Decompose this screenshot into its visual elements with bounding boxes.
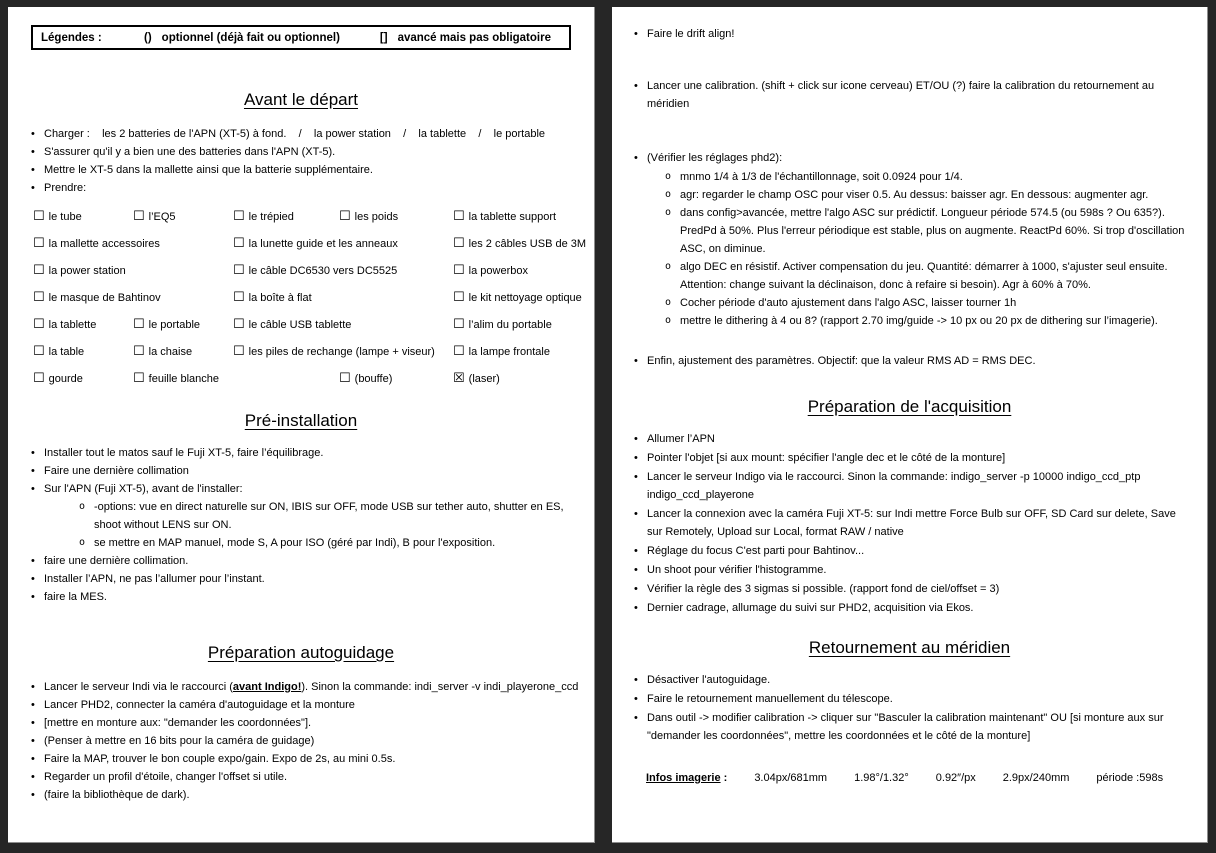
bullet-item	[634, 580, 1185, 598]
bullet-text: o mettre le dithering à 4 ou 8? (rapport 2.70 img/guide -> 10 px ou 20 px de dithering sur l’imagerie).	[680, 315, 1158, 327]
bullet-text: • Enfin, ajustement des paramètres. Objectif: que la valeur RMS AD = RMS DEC.	[647, 355, 1036, 367]
infos-value: 1.98°/1.32°	[854, 772, 909, 784]
checklist-item-label: les 2 câbles USB de 3M	[468, 237, 587, 250]
checklist-item	[33, 370, 133, 388]
checkbox-icon[interactable]: ☐	[33, 209, 45, 224]
bullet-text: o algo DEC en résistif. Activer compensation du jeu. Quantité: démarrer à 1000, s'ajuster seul ensuite. Attention: change suivant la déclinaison, donc à refaire si besoin). Agr à 60% à 70%.	[680, 261, 1171, 291]
checklist-item	[453, 370, 586, 388]
bullet-item	[634, 561, 1185, 579]
bullet-item	[31, 768, 571, 786]
checkbox-icon[interactable]: ☐	[133, 209, 145, 224]
checklist-item-label: les poids	[354, 210, 399, 223]
legend-text-advanced: avancé mais pas obligatoire	[397, 31, 551, 44]
bullet-text: • Vérifier la règle des 3 sigmas si possible. (rapport fond de ciel/offset = 3)	[647, 583, 1000, 595]
checklist-item	[233, 262, 453, 280]
bullet-text: • Installer tout le matos sauf le Fuji XT-5, faire l’équilibrage.	[44, 447, 324, 459]
checklist-item-label: la tablette	[48, 318, 97, 331]
bullet-item	[31, 714, 571, 732]
bullet-text-prefix: Lancer le serveur Indi via le raccourci (	[44, 681, 233, 693]
bullet-text: • Réglage du focus C'est parti pour Bahtinov...	[647, 545, 865, 557]
checkbox-icon[interactable]: ☐	[233, 209, 245, 224]
bullet-text: o agr: regarder le champ OSC pour viser 0.5. Au dessus: baisser agr. En dessous: augmenter agr.	[680, 189, 1149, 201]
checklist-item	[133, 370, 233, 388]
checklist-item	[233, 316, 453, 334]
checklist-item	[453, 316, 586, 334]
checkbox-icon[interactable]: ☐	[233, 317, 245, 332]
preinstallation-bullet-list-2	[31, 552, 571, 606]
bullet-text: • [mettre en monture aux: "demander les coordonnées"].	[44, 717, 312, 729]
checkbox-icon[interactable]: ☐	[33, 263, 45, 278]
section-title-preparation-autoguidage: Préparation autoguidage	[207, 643, 395, 662]
bullet-item	[31, 179, 571, 197]
sub-bullet-item	[665, 204, 1185, 258]
bullet-text: • Installer l’APN, ne pas l’allumer pour l’instant.	[44, 573, 265, 585]
checklist-item	[233, 289, 453, 307]
sub-bullet-item	[665, 168, 1185, 186]
checklist-item-label: le trépied	[248, 210, 294, 223]
bullet-item	[634, 449, 1185, 467]
infos-value: 2.9px/240mm	[1002, 772, 1070, 784]
legend-symbol-advanced: []	[379, 31, 388, 44]
checklist-item	[33, 343, 133, 361]
checkbox-icon[interactable]: ☐	[233, 344, 245, 359]
bullet-text: o se mettre en MAP manuel, mode S, A pour ISO (géré par Indi), B pour l'exposition.	[94, 537, 496, 549]
bullet-item	[634, 149, 1185, 167]
checkbox-icon[interactable]: ☐	[233, 263, 245, 278]
bullet-item	[634, 709, 1185, 745]
bullet-text: o mnmo 1/4 à 1/3 de l'échantillonnage, soit 0.0924 pour 1/4.	[680, 171, 963, 183]
bullet-text: • Lancer une calibration. (shift + click sur icone cerveau) ET/OU (?) faire la calibration du retournement au méridien	[647, 80, 1158, 110]
bullet-item	[31, 588, 571, 606]
checklist-item-label: la boîte à flat	[248, 291, 312, 304]
infos-imagerie-separator: :	[720, 772, 728, 784]
bullet-item	[634, 430, 1185, 448]
bullet-text: • Faire une dernière collimation	[44, 465, 189, 477]
checklist-item	[33, 316, 133, 334]
checkbox-icon[interactable]: ☐	[133, 344, 145, 359]
infos-value: période :598s	[1096, 772, 1164, 784]
checklist-item	[453, 289, 586, 307]
bullet-text: • Faire le retournement manuellement du télescope.	[647, 693, 893, 705]
checklist-item-label: feuille blanche	[148, 372, 219, 385]
bullet-item	[634, 599, 1185, 617]
bullet-item	[31, 570, 571, 588]
checklist-item-label: la tablette support	[468, 210, 557, 223]
bullet-text: • Désactiver l'autoguidage.	[647, 674, 771, 686]
bullet-text: • Regarder un profil d'étoile, changer l'offset si utile.	[44, 771, 288, 783]
bullet-text: • (faire la bibliothèque de dark).	[44, 789, 190, 801]
phd2-final-bullet-list	[634, 352, 1185, 370]
checklist-item	[453, 235, 586, 253]
bullet-text: • Allumer l’APN	[647, 433, 715, 445]
bullet-item	[31, 750, 571, 768]
checklist-item	[233, 343, 453, 361]
bullet-item	[31, 462, 571, 480]
checklist-item-label: l’alim du portable	[468, 318, 552, 331]
avant-bullet-list	[31, 125, 571, 197]
checkbox-icon[interactable]: ☐	[339, 209, 351, 224]
bullet-item	[31, 696, 571, 714]
checklist-item-label: le tube	[48, 210, 82, 223]
checklist-item-label: les piles de rechange (lampe + viseur)	[248, 345, 435, 358]
checklist-item-label: le kit nettoyage optique	[468, 291, 582, 304]
bullet-item	[634, 671, 1185, 689]
bullet-text: o dans config>avancée, mettre l'algo ASC sur prédictif. Longueur période 574.5 (ou 598s ? Ou 635?). PredPd à 50%. Plus l'erreur périodique est stable, plus on augmente. ReactPd 60%. Si trop d'oscillation ASC, on diminue.	[680, 207, 1187, 255]
checklist-item	[33, 208, 133, 226]
checkbox-icon[interactable]: ☐	[453, 236, 465, 251]
section-title-pre-installation: Pré-installation	[244, 411, 358, 430]
checkbox-icon[interactable]: ☐	[233, 290, 245, 305]
bullet-text: • Faire la MAP, trouver le bon couple expo/gain. Expo de 2s, au mini 0.5s.	[44, 753, 396, 765]
checklist-item-label: la mallette accessoires	[48, 237, 160, 250]
checkbox-icon[interactable]: ☐	[133, 317, 145, 332]
bullet-text: o Cocher période d'auto ajustement dans l'algo ASC, laisser tourner 1h	[680, 297, 1017, 309]
sub-bullet-item	[79, 534, 571, 552]
acquisition-bullet-list	[634, 430, 1185, 617]
section-title-preparation-acquisition: Préparation de l'acquisition	[807, 397, 1012, 416]
bullet-text: • faire une dernière collimation.	[44, 555, 189, 567]
checklist-item-label: (bouffe)	[354, 372, 393, 385]
legend-text-optional: optionnel (déjà fait ou optionnel)	[161, 31, 340, 44]
infos-imagerie-label-wrap	[646, 769, 727, 787]
bullet-text: • Lancer le serveur Indigo via le raccourci. Sinon la commande: indigo_server -p 10000 indigo_ccd_ptp indigo_ccd_playerone	[647, 471, 1144, 501]
checkbox-icon[interactable]: ☐	[33, 317, 45, 332]
checklist-item-label: le câble USB tablette	[248, 318, 352, 331]
legend-box	[31, 25, 571, 50]
infos-imagerie-row	[634, 769, 1185, 787]
checkbox-icon[interactable]: ☐	[33, 344, 45, 359]
bullet-item	[634, 690, 1185, 708]
bullet-item	[634, 352, 1185, 370]
sub-bullet-item	[665, 186, 1185, 204]
legend-symbol-optional: ()	[144, 31, 152, 44]
checkbox-icon[interactable]: ☐	[233, 236, 245, 251]
checklist-item-label: le câble DC6530 vers DC5525	[248, 264, 398, 277]
checklist-item-label: gourde	[48, 372, 83, 385]
phd2-top-bullet-list	[634, 25, 1185, 167]
bullet-item	[634, 77, 1185, 113]
bullet-text: • S'assurer qu'il y a bien une des batteries dans l'APN (XT-5).	[44, 146, 336, 158]
bullet-item	[634, 542, 1185, 560]
bullet-item	[31, 732, 571, 750]
infos-imagerie-label: Infos imagerie	[646, 772, 721, 784]
checklist-item-label: la table	[48, 345, 85, 358]
checklist-item	[133, 208, 233, 226]
checklist-item	[233, 235, 453, 253]
checkbox-icon[interactable]: ☐	[339, 371, 351, 386]
bullet-text: • faire la MES.	[44, 591, 107, 603]
checkbox-icon[interactable]: ☐	[453, 344, 465, 359]
bullet-text: • (Penser à mettre en 16 bits pour la caméra de guidage)	[44, 735, 315, 747]
checklist-item-label: la lampe frontale	[468, 345, 550, 358]
checklist-item-label: (laser)	[468, 372, 500, 385]
bullet-item	[634, 25, 1185, 43]
checklist-item-label: le masque de Bahtinov	[48, 291, 161, 304]
page-right	[612, 7, 1208, 843]
section-title-avant-le-depart: Avant le départ	[243, 90, 359, 109]
checklist-item	[133, 343, 233, 361]
checklist-item-label: la chaise	[148, 345, 193, 358]
bullet-item	[31, 786, 571, 804]
bullet-text: • Pointer l'objet [si aux mount: spécifier l'angle dec et le côté de la monture]	[647, 452, 1006, 464]
preinstallation-sub-list	[79, 498, 571, 552]
infos-value: 3.04px/681mm	[754, 772, 828, 784]
checklist-item	[233, 208, 339, 226]
bullet-text: • Un shoot pour vérifier l'histogramme.	[647, 564, 827, 576]
checklist-item-label: la lunette guide et les anneaux	[248, 237, 398, 250]
bullet-text: o -options: vue en direct naturelle sur ON, IBIS sur OFF, mode USB sur tether auto, shutter en ES, shoot without LENS sur ON.	[94, 501, 567, 531]
bullet-text: • Dernier cadrage, allumage du suivi sur PHD2, acquisition via Ekos.	[647, 602, 974, 614]
checklist-item-label: l’EQ5	[148, 210, 176, 223]
checklist-item-label: la powerbox	[468, 264, 528, 277]
bullet-item	[31, 125, 571, 143]
checklist-item-label: le portable	[148, 318, 201, 331]
infos-value: 0.92″/px	[935, 772, 976, 784]
checklist-item	[453, 262, 586, 280]
sub-bullet-item	[79, 498, 571, 534]
bullet-item	[31, 143, 571, 161]
sub-bullet-item	[665, 258, 1185, 294]
checklist-item	[339, 208, 453, 226]
bullet-text-suffix: ). Sinon la commande: indi_server -v indi_playerone_ccd	[301, 681, 579, 693]
checklist-item	[339, 370, 453, 388]
bullet-text: • (Vérifier les réglages phd2):	[647, 152, 783, 164]
checkbox-icon[interactable]: ☐	[133, 371, 145, 386]
checkbox-icon[interactable]: ☐	[33, 371, 45, 386]
bullet-text: • Faire le drift align!	[647, 28, 735, 40]
bullet-item	[31, 161, 571, 179]
sub-bullet-item	[665, 294, 1185, 312]
page-left	[8, 7, 595, 843]
sub-bullet-item	[665, 312, 1185, 330]
bullet-text: • Lancer PHD2, connecter la caméra d'autoguidage et la monture	[44, 699, 355, 711]
bullet-text-bold: avant Indigo!	[232, 681, 302, 693]
bullet-text: • Mettre le XT-5 dans la mallette ainsi que la batterie supplémentaire.	[44, 164, 373, 176]
checkbox-icon[interactable]: ☐	[453, 317, 465, 332]
meridien-bullet-list	[634, 671, 1185, 745]
checklist-grid	[33, 203, 587, 392]
bullet-text: • Sur l'APN (Fuji XT-5), avant de l'installer:	[44, 483, 243, 495]
legend-title: Légendes :	[41, 31, 102, 44]
bullet-item	[31, 552, 571, 570]
checkbox-icon[interactable]: ☐	[33, 290, 45, 305]
bullet-item	[634, 468, 1185, 504]
bullet-text: • Prendre:	[44, 182, 87, 194]
checkbox-icon[interactable]: ☐	[453, 263, 465, 278]
checklist-item	[33, 235, 233, 253]
phd2-settings-sub-list	[665, 168, 1185, 330]
bullet-item	[634, 505, 1185, 541]
checklist-item-label: la power station	[48, 264, 126, 277]
checklist-item	[133, 316, 233, 334]
bullet-text: • Charger : les 2 batteries de l'APN (XT-5) à fond. / la power station / la tablette / le portable	[44, 128, 546, 140]
bullet-text: • Dans outil -> modifier calibration -> cliquer sur "Basculer la calibration maintenant" OU [si monture aux sur "demander les coordonnées", mettre les coordonnées et le côté de la monture]	[647, 712, 1167, 742]
bullet-item	[31, 444, 571, 462]
checkbox-icon[interactable]: ☐	[453, 290, 465, 305]
checkbox-icon[interactable]: ☐	[33, 236, 45, 251]
checkbox-checked-icon[interactable]: ☒	[453, 371, 465, 386]
bullet-text	[44, 678, 578, 696]
checklist-item	[33, 262, 233, 280]
section-title-retournement-meridien: Retournement au méridien	[808, 638, 1011, 657]
bullet-text: • Lancer la connexion avec la caméra Fuji XT-5: sur Indi mettre Force Bulb sur OFF, SD Card sur delete, Save sur Remotely, Upload sur Local, format RAW / native	[647, 508, 1179, 538]
preinstallation-bullet-list	[31, 444, 571, 498]
checklist-item	[453, 343, 586, 361]
bullet-item	[31, 678, 579, 696]
bullet-item	[31, 480, 571, 498]
checklist-item	[453, 208, 586, 226]
checkbox-icon[interactable]: ☐	[453, 209, 465, 224]
checklist-item	[33, 289, 233, 307]
autoguidage-bullet-list	[31, 678, 579, 804]
